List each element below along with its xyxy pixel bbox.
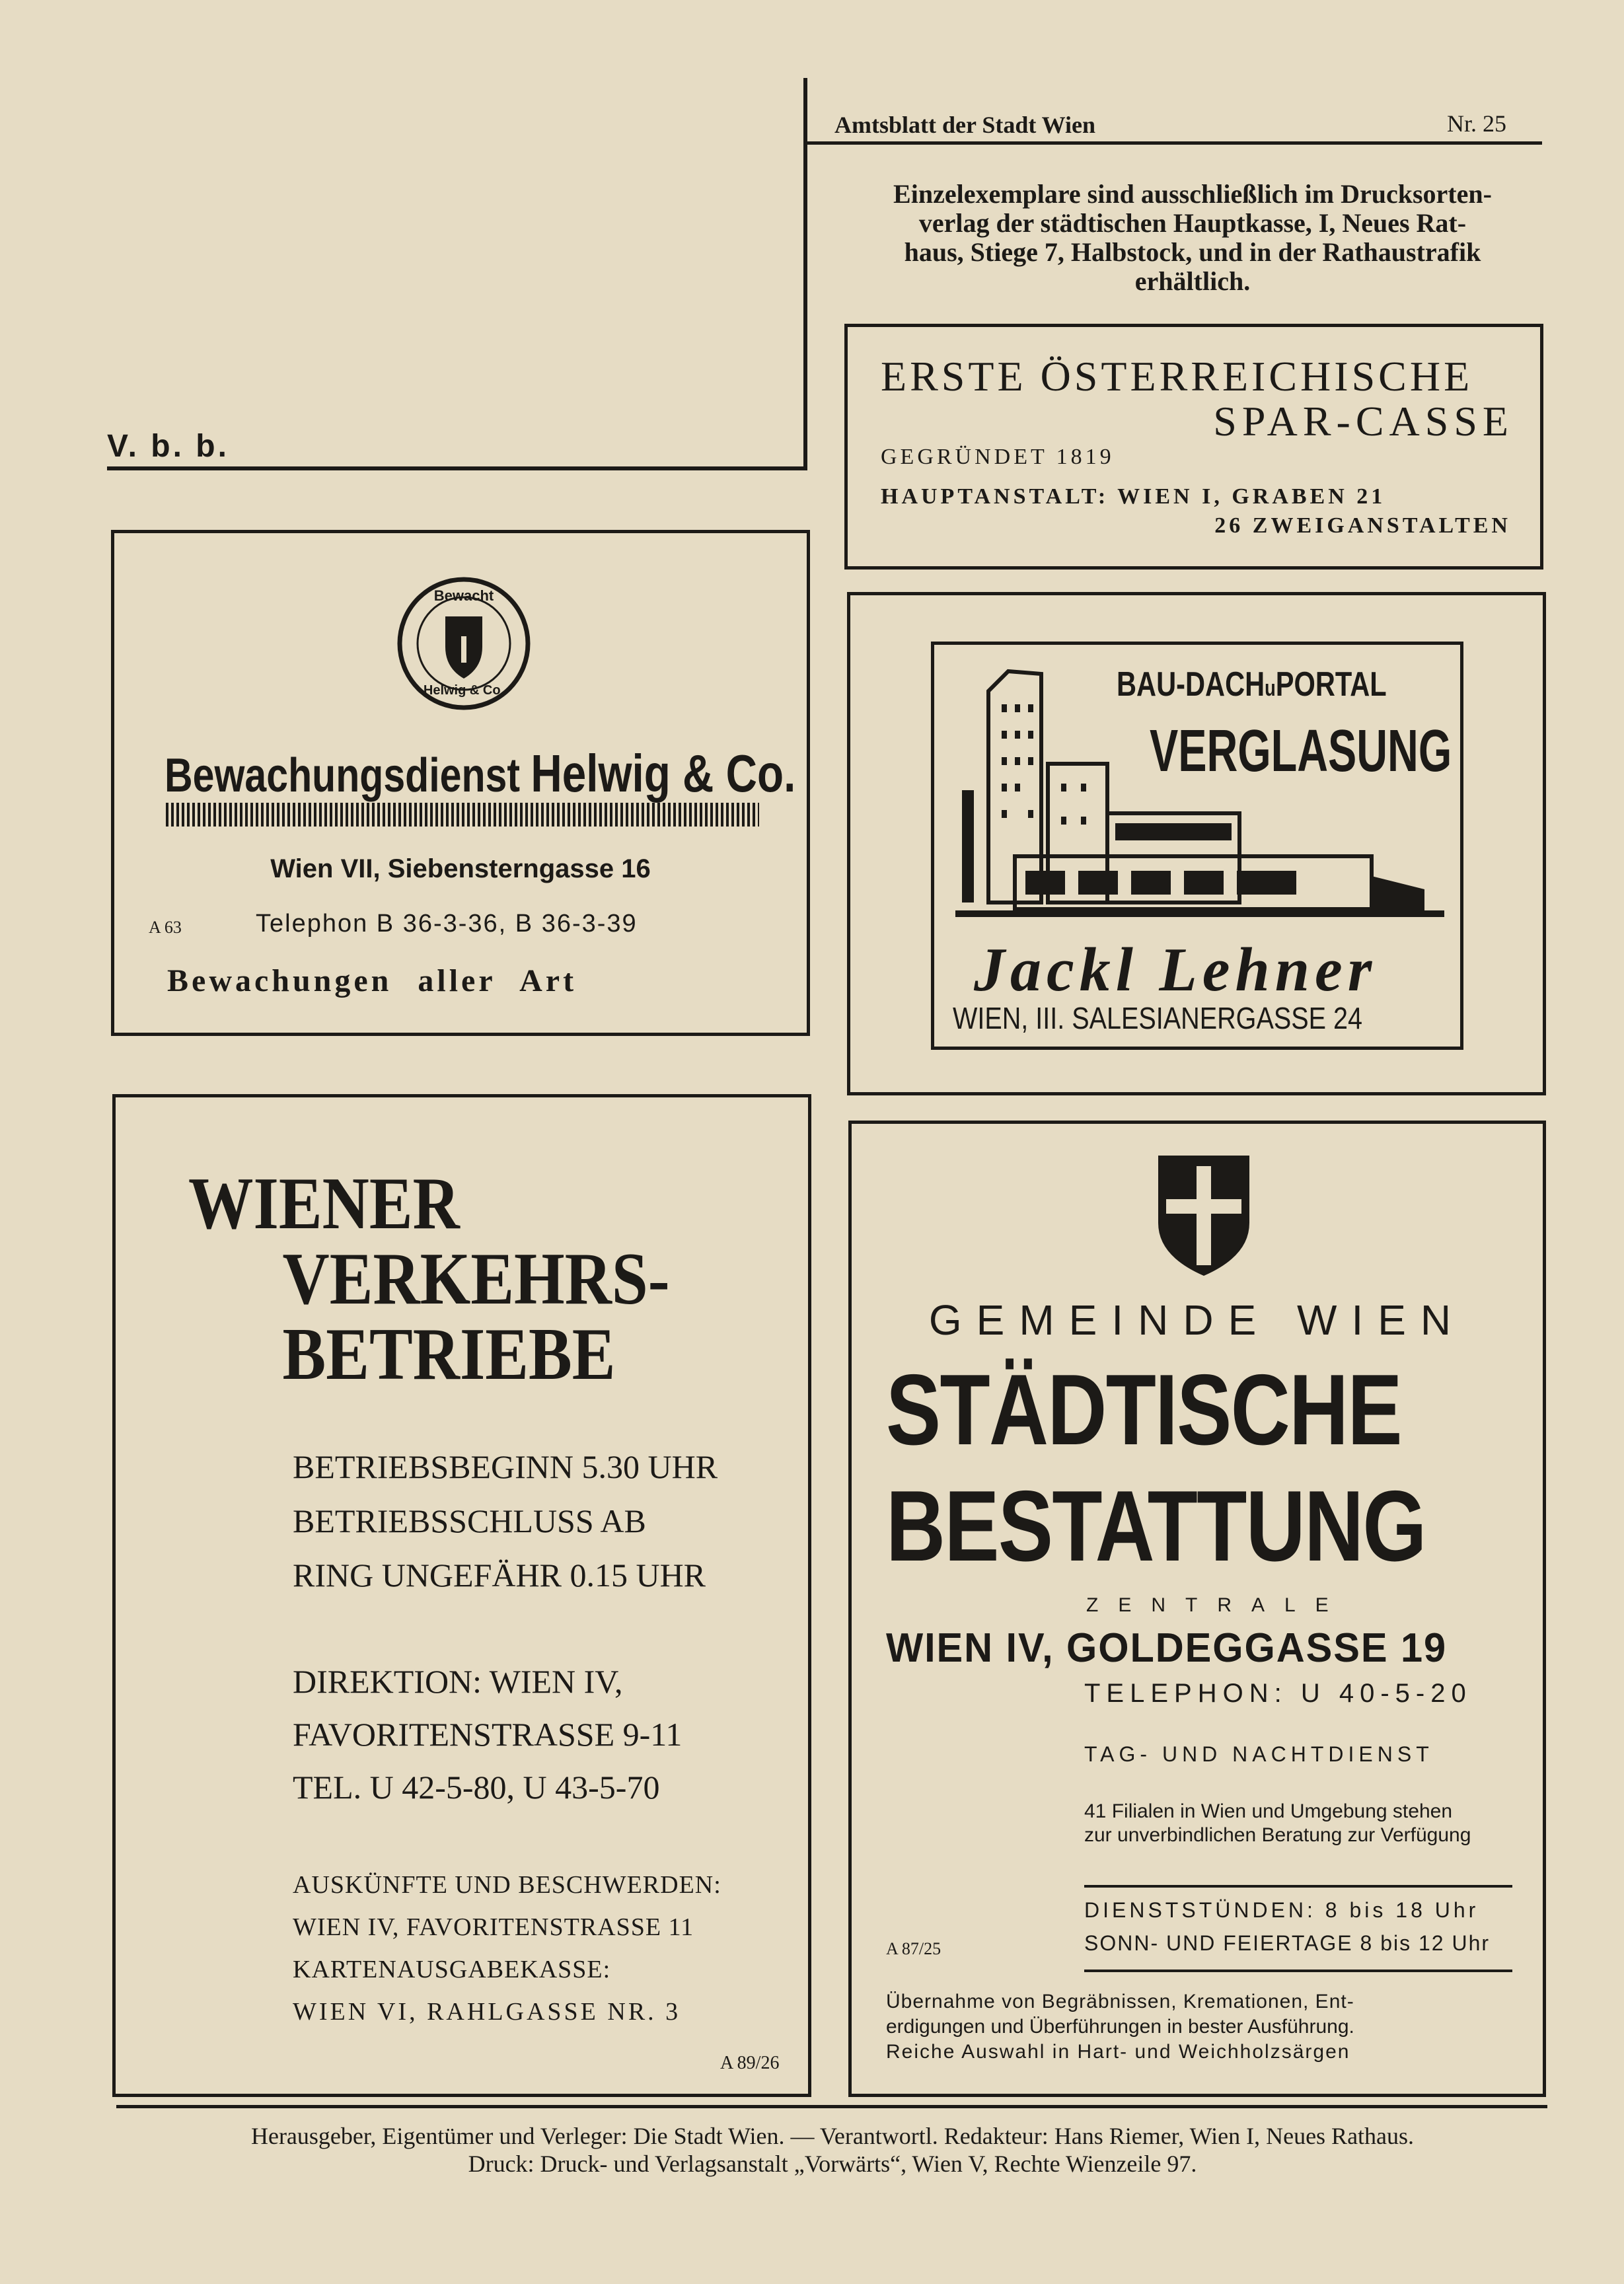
- lehner-title1-sep: u: [1265, 676, 1276, 701]
- seal-top-text: Bewacht: [433, 587, 494, 604]
- verkehr-hours: [293, 1440, 718, 1602]
- helwig-phone: Telephon B 36-3-36, B 36-3-39: [256, 910, 638, 938]
- lehner-name: Jackl Lehner: [974, 936, 1378, 1004]
- verkehr-direction-line: FAVORITENSTRASSE 9-11: [293, 1716, 683, 1753]
- bestattung-hours1: DIENSTSTÜNDEN: 8 bis 18 Uhr: [1084, 1898, 1479, 1922]
- imprint-line2: Druck: Druck- und Verlagsanstalt „Vorwärts“, Wien V, Rechte Wienzeile 97.: [468, 2151, 1197, 2177]
- bestattung-gemeinde: GEMEINDE WIEN: [928, 1296, 1466, 1344]
- lehner-title1-a: BAU-DACH: [1117, 665, 1265, 704]
- bestattung-title1: STÄDTISCHE: [886, 1354, 1401, 1466]
- distribution-notice: [839, 180, 1546, 296]
- verkehr-info-line: WIEN VI, RAHLGASSE NR. 3: [293, 1998, 681, 2026]
- bestattung-address: WIEN IV, GOLDEGGASSE 19: [886, 1625, 1447, 1671]
- bestattung-branches1: 41 Filialen in Wien und Umgebung stehen: [1084, 1800, 1453, 1822]
- imprint-line1: Herausgeber, Eigentümer und Verleger: Die Stadt Wien. — Verantwortl. Redakteur: Hans Riemer, Wien I, Neues Rathaus.: [250, 2123, 1415, 2149]
- helwig-address: Wien VII, Siebensterngasse 16: [270, 854, 651, 883]
- bestattung-title2: BESTATTUNG: [886, 1470, 1426, 1582]
- helwig-stripe-bar: [166, 803, 759, 827]
- issue-number: Nr. 25: [1447, 110, 1506, 137]
- helwig-name-bold: Helwig & Co.: [531, 744, 796, 803]
- column-divider: [803, 78, 807, 470]
- verkehr-ad: [112, 1094, 811, 2097]
- seal-bottom-text: Helwig & Co.: [423, 683, 505, 698]
- notice-line: verlag der städtischen Hauptkasse, I, Neues Rat-: [918, 208, 1467, 238]
- bestattung-hours-rule-top: [1084, 1885, 1512, 1888]
- lehner-inner-frame: [931, 642, 1463, 1050]
- verkehr-direction: [293, 1655, 682, 1814]
- verkehr-hours-line: RING UNGEFÄHR 0.15 UHR: [293, 1557, 706, 1594]
- lehner-address: WIEN, III. SALESIANERGASSE 24: [953, 1001, 1362, 1035]
- verkehr-direction-line: DIREKTION: WIEN IV,: [293, 1663, 623, 1700]
- verkehr-title-line: BETRIEBE: [282, 1313, 616, 1395]
- notice-line: erhältlich.: [1134, 266, 1251, 296]
- verkehr-hours-line: BETRIEBSSCHLUSS AB: [293, 1502, 646, 1539]
- helwig-slogan: Bewachungen aller Art: [167, 963, 577, 998]
- verkehr-info-line: WIEN IV, FAVORITENSTRASSE 11: [293, 1913, 694, 1941]
- building-icon: [949, 665, 1451, 942]
- bestattung-hours-rule-bottom: [1084, 1970, 1512, 1972]
- notice-line: haus, Stiege 7, Halbstock, und in der Rathaustrafik: [904, 237, 1481, 267]
- lehner-title2: VERGLASUNG: [1150, 718, 1452, 784]
- bestattung-ad: [848, 1121, 1546, 2097]
- vbb-rule: [107, 466, 807, 470]
- bestattung-service: TAG- UND NACHTDIENST: [1084, 1742, 1434, 1766]
- verkehr-info-line: AUSKÜNFTE UND BESCHWERDEN:: [293, 1871, 721, 1899]
- verkehr-hours-line: BETRIEBSBEGINN 5.30 UHR: [293, 1448, 718, 1485]
- lehner-title1: [1117, 665, 1387, 704]
- helwig-code: A 63: [149, 918, 182, 937]
- notice-line: Einzelexemplare sind ausschließlich im Drucksorten-: [893, 179, 1492, 209]
- bestattung-code: A 87/25: [886, 1939, 941, 1958]
- verkehr-title-line: VERKEHRS-: [282, 1238, 670, 1320]
- verkehr-direction-line: TEL. U 42-5-80, U 43-5-70: [293, 1769, 660, 1806]
- verkehr-title: [188, 1163, 670, 1395]
- sparcasse-hq: HAUPTANSTALT: WIEN I, GRABEN 21: [881, 484, 1386, 509]
- bestattung-footer1: Übernahme von Begräbnissen, Kremationen, Ent-: [886, 1991, 1354, 2012]
- header-title: Amtsblatt der Stadt Wien: [834, 112, 1096, 138]
- bestattung-zentrale: ZENTRALE: [1086, 1594, 1348, 1616]
- helwig-company: [165, 743, 796, 804]
- verkehr-title-line: WIENER: [188, 1163, 460, 1245]
- sparcasse-branches: 26 ZWEIGANSTALTEN: [1214, 513, 1511, 538]
- sparcasse-line2: SPAR-CASSE: [1213, 398, 1514, 445]
- verkehr-info: [293, 1864, 721, 2033]
- header-rule: [803, 141, 1542, 145]
- sparcasse-line1: ERSTE ÖSTERREICHISCHE: [881, 353, 1473, 400]
- helwig-ad: [111, 530, 810, 1036]
- verkehr-info-line: KARTENAUSGABEKASSE:: [293, 1956, 611, 1983]
- helwig-name-plain: Bewachungsdienst: [165, 749, 531, 802]
- bestattung-hours2: SONN- UND FEIERTAGE 8 bis 12 Uhr: [1084, 1931, 1491, 1955]
- verkehr-code: A 89/26: [720, 2053, 780, 2073]
- lehner-ad: [847, 592, 1546, 1095]
- coat-of-arms-icon: [1154, 1150, 1253, 1280]
- sparcasse-founded: GEGRÜNDET 1819: [881, 445, 1115, 469]
- sparcasse-ad: [844, 324, 1543, 570]
- lehner-title1-b: PORTAL: [1275, 665, 1387, 704]
- helwig-seal-icon: [396, 575, 532, 712]
- bestattung-footer2: erdigungen und Überführungen in bester Ausführung.: [886, 2016, 1354, 2038]
- vbb-mark: V. b. b.: [107, 429, 229, 464]
- bestattung-branches2: zur unverbindlichen Beratung zur Verfügung: [1084, 1824, 1471, 1846]
- bestattung-footer3: Reiche Auswahl in Hart- und Weichholzsärgen: [886, 2041, 1350, 2063]
- bestattung-telephon: TELEPHON: U 40-5-20: [1084, 1679, 1472, 1708]
- imprint-rule: [116, 2105, 1547, 2108]
